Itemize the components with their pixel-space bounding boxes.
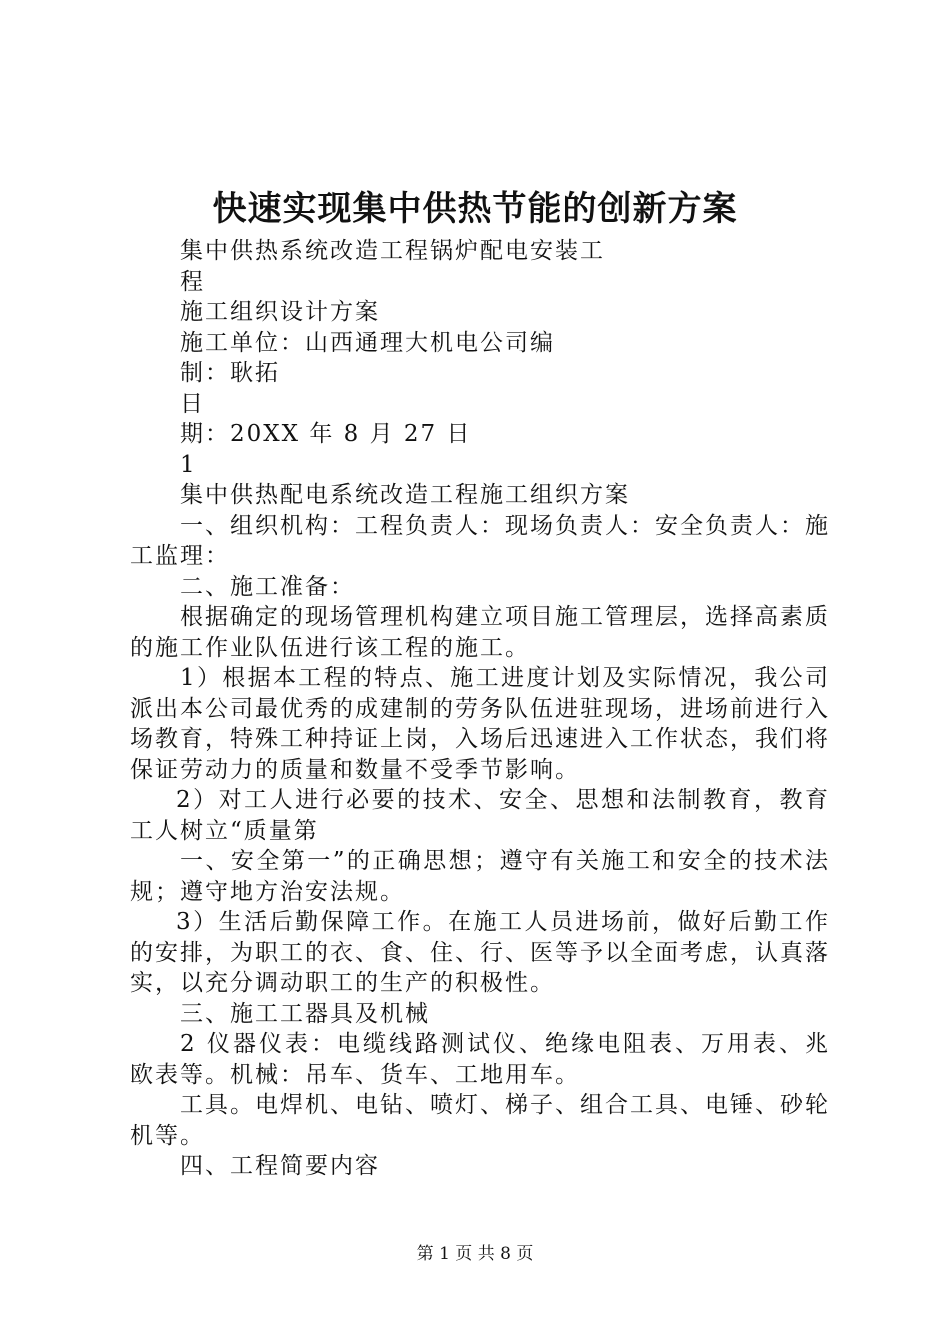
document-body: [130, 236, 830, 1182]
paragraph: 2）对工人进行必要的技术、安全、思想和法制教育，教育工人树立“质量第: [130, 787, 830, 844]
paragraph: 1）根据本工程的特点、施工进度计划及实际情况，我公司派出本公司最优秀的成建制的劳务队伍进驻现场，进场前进行入场教育，特殊工种持证上岗，入场后迅速进入工作状态，我们将保证劳动力的质量和数量不受季节影响。: [130, 665, 830, 783]
header-line: 程: [180, 268, 205, 295]
paragraph: 3）生活后勤保障工作。在施工人员进场前，做好后勤工作的安排，为职工的衣、食、住、行、医等予以全面考虑，认真落实，以充分调动职工的生产的积极性。: [130, 909, 830, 996]
paragraph: 一、组织机构：工程负责人：现场负责人：安全负责人：施工监理：: [130, 512, 830, 569]
paragraph: 二、施工准备：: [180, 573, 355, 600]
paragraph: 工具。电焊机、电钻、喷灯、梯子、组合工具、电锤、砂轮机等。: [130, 1092, 830, 1149]
header-line: 1: [180, 451, 197, 478]
header-line: 期：20XX 年 8 月 27 日: [180, 421, 472, 447]
header-line: 集中供热系统改造工程锅炉配电安装工: [180, 238, 605, 264]
header-line: 施工单位：山西通理大机电公司编: [180, 329, 555, 356]
paragraph: 2 仪器仪表：电缆线路测试仪、绝缘电阻表、万用表、兆欧表等。机械：吊车、货车、工地用车。: [130, 1031, 830, 1088]
header-line: 集中供热配电系统改造工程施工组织方案: [180, 482, 630, 508]
paragraph: 一、安全第一”的正确思想；遵守有关施工和安全的技术法规；遵守地方治安法规。: [130, 848, 830, 905]
page-number-footer: 第 1 页 共 8 页: [416, 1244, 534, 1264]
paragraph: 四、工程简要内容: [180, 1153, 380, 1179]
document-title: 快速实现集中供热节能的创新方案: [212, 189, 738, 229]
header-line: 制：耿拓: [180, 360, 280, 386]
paragraph: 根据确定的现场管理机构建立项目施工管理层，选择高素质的施工作业队伍进行该工程的施工。: [130, 604, 830, 661]
header-line: 施工组织设计方案: [180, 299, 380, 325]
header-line: 日: [180, 390, 205, 417]
paragraph: 三、施工工器具及机械: [180, 1000, 430, 1027]
